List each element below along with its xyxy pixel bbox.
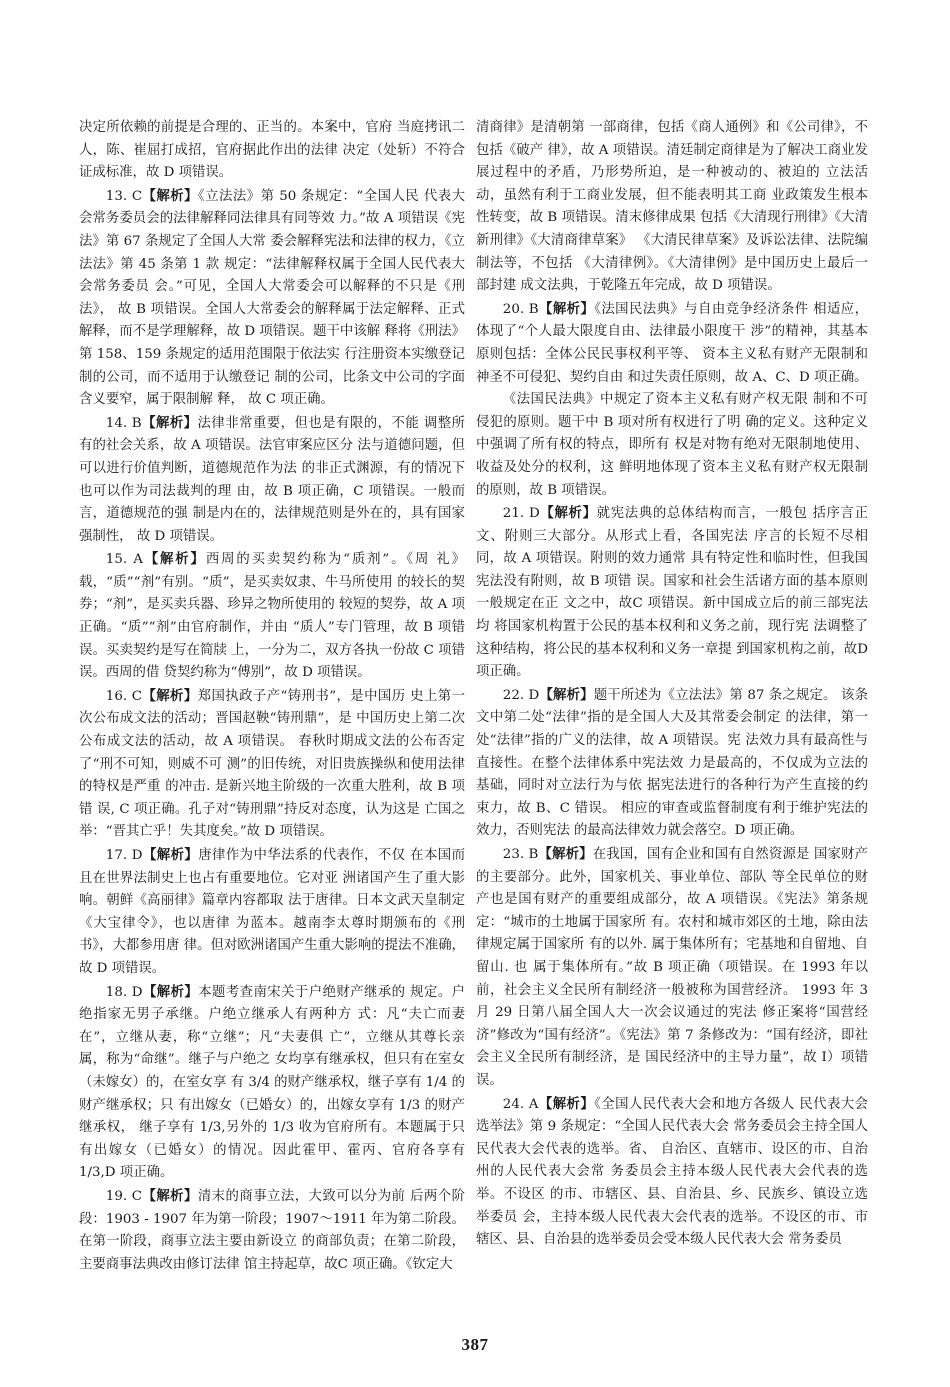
answer-item [79, 548, 465, 685]
analysis-tag: 【解析】 [142, 687, 198, 704]
answer-number: 20. B [502, 301, 539, 317]
answer-text: 《立法法》第 50 条规定：“全国人民 代表大会常务委员会的法律解释同法律具有同等效 力。”故 A 项错误《宪法》第 67 条规定了全国人大常 委会解释宪法和法律的权力，《立法法》第 45 条第 1 款 规定：“法律解释权属于全国人民代表大会常务委员 会。”可见，全国人大常委会可以解释的不只是《刑法》， 故 B 项错误。全国人大常委会的解释属于法定解释、正式解释，而不是学理解释，故 D 项错误。题干中该解 释将《刑法》第 158、159 条规定的适用范围限于依法实 行注册资本实缴登记制的公司，而不适用于认缴登记 制的公司，比条文中公司的字面含义要窄，属于限制解 释， 故 C 项正确。 [79, 188, 466, 408]
answer-text: 《全国人民代表大会和地方各级人 民代表大会选举法》第 9 条规定：“全国人民代表大会 常务委员会主持全国人民代表大会代表的选举。省、 自治区、直辖市、设区的市、自治州的人民代表大会常 务委员会主持本级人民代表大会代表的选举。不设区 的市、市辖区、县、自治县、乡、民族乡、镇设立选举委员 会，主持本级人民代表大会代表的选举。不设区的市、市辖区、县、自治县的选举委员会受本级人民代表大会 常务委员 [476, 1096, 868, 1248]
continued-paragraph: 清商律》是清朝第 一部商律，包括《商人通例》和《公司律》，不包括《破产 律》，故 A 项错误。清廷制定商律是为了解决工商业发 展过程中的矛盾，乃形势所迫，是一种被动的、被迫的 立法活动，虽然有利于工商业发展，但不能表明其工商 业政策发生根本性转变，故 B 项错误。清末修律成果 包括《大清现行刑律》《大清新刑律》《大清商律草案》 《大清民律草案》及诉讼法律、法院编制法等，不包括 《大清律例》。《大清律例》是中国历史上最后一部封建 成文法典，于乾隆五年完成，故 D 项错误。 [476, 120, 868, 294]
answer-text: 在我国，国有企业和国有自然资源是 国家财产的主要部分。此外，国家机关、事业单位、部队 等全民单位的财产也是国有财产的重要组成部分，故 A 项错误。《宪法》第条规定：“城市的土地属于国家所 有。农村和城市郊区的土地，除由法律规定属于国家所 有的以外. 属于集体所有；宅基地和自留地、自留山. 也 属于集体所有。”故 B 项正确（项错误。在 1993 年以 前，社会主义全民所有制经济一般被称为国营经济。 1993 年 3 月 29 日第八届全国人大一次会议通过的宪法 修正案将“国营经济”修改为“国有经济”。《宪法》第 7 条修改为：“国有经济，即社会主义全民所有制经济，是 国民经济中的主导力量”，故 I）项错误。 [476, 847, 868, 1088]
answer-number: 22. D [502, 687, 540, 703]
answer-text: 清末的商事立法，大致可以分为前 后两个阶段：1903 - 1907 年为第一阶段；1907～1911 年为第二阶段。在第一阶段，商事立法主要由新设立 的商部负责；在第二阶段，主要商事法典改由修订法律 馆主持起草，故C 项正确。《钦定大 [79, 1188, 465, 1272]
answer-item [476, 843, 868, 1093]
answer-item [79, 685, 465, 844]
analysis-tag: 【解析】 [142, 551, 206, 568]
analysis-tag: 【解析】 [142, 847, 199, 863]
answer-text: 西周的买卖契约称为“质剂”。《周 礼》载，“质”“剂”有别。“质”，是买卖奴隶、牛马所使用 的较长的契券；“剂”，是买卖兵器、珍异之物所使用的 较短的契券，故 A 项正确。“质”“剂”由官府制作，并由 “质人”专门管理，故 B 项错误。买卖契约是写在简牍 上，一分为二，双方各执一份故 C 项错误。西周的借 贷契约称为“傅别”，故 D 项错误。 [79, 552, 465, 681]
answer-number: 19. C [105, 1188, 143, 1204]
answer-text: 本题考查南宋关于户绝财产继承的 规定。户绝指家无男子承继。户绝立继承人有两种方 式：凡“夫亡而妻在”，立继从妻，称“立继”；凡“夫妻俱 亡”，立继从其尊长亲属，称为“命继”。继子与户绝之 女均享有继承权，但只有在室女（未嫁女）的，在室女享 有 3/4 的财产继承权，继子享有 1/4 的财产继承权；只 有出嫁女（已婚女）的，出嫁女享有 1/3 的财产继承权， 继子享有 1/3,另外的 1/3 收为官府所有。本题属于只 有出嫁女（已婚女）的情况。因此霍甲、霍丙、官府各享有 1/3,D 项正确。 [79, 984, 465, 1181]
right-column [476, 117, 868, 1252]
answer-item [79, 981, 465, 1185]
answer-item [476, 684, 868, 843]
paragraph: 《法国民法典》中规定了资本主义私有财产权无限 制和不可侵犯的原则。题干中 B 项对所有权进行了明 确的定义。这种定义中强调了所有权的特点，即所有 权是对物有绝对无限制地使用、收益及处分的权利，这 鲜明地体现了资本主义私有财产权无限制的原则，故 B 项错误。 [476, 392, 868, 498]
answer-text: 唐律作为中华法系的代表作，不仅 在本国而且在世界法制史上也占有重要地位。它对亚 洲诸国产生了重大影响。朝鲜《高丽律》篇章内容都取 法于唐律。日本文武天皇制定《大宝律令》，也以唐律 为蓝本。越南李太尊时期颁布的《刑书》，大都参用唐 律。但对欧洲诸国产生重大影响的提法不准确，故 D 项错误。 [79, 848, 465, 976]
answer-text: 法律非常重要，但也是有限的，不能 调整所有的社会关系，故 A 项错误。法官审案应区分 法与道德问题，但可以进行价值判断，道德规范作为法 的非正式渊源，有的情况下也可以作为司法裁判的理 由，故 B 项正确，C 项错误。一般而言，道德规范的强 制是内在的，法律规范则是外在的，具有国家强制性， 故 D 项错误。 [79, 415, 465, 544]
answer-text: 《法国民法典》与自由竞争经济条件 相适应，体现了“个人最大限度自由、法律最小限度干 涉”的精神，其基本原则包括：全体公民民事权利平等、 资本主义私有财产无限制和神圣不可侵犯、契约自由 和过失责任原则，故 A、C、D 项正确。 [476, 301, 868, 385]
analysis-tag: 【解析】 [142, 187, 198, 204]
analysis-tag: 【解析】 [142, 1187, 198, 1204]
answer-item [476, 298, 868, 389]
answer-number: 23. B [502, 847, 539, 862]
analysis-tag: 【解析】 [142, 983, 199, 1000]
answer-item [79, 1185, 465, 1276]
answer-number: 14. B [105, 415, 142, 431]
left-column [79, 117, 465, 1276]
analysis-tag: 【解析】 [539, 505, 597, 522]
answer-text: 就宪法典的总体结构而言，一般包 括序言正文、附则三大部分。从形式上看，各国宪法 序言的长短不尽相同，故 A 项错误。附则的效力通常 具有特定性和临时性，但我国宪法没有附则，故 B 项错 误。国家和社会生活诸方面的基本原则一般规定在正 文之中，故C 项错误。新中国成立后的前三部宪法均 将国家机构置于公民的基本权利和义务之前，现行宪 法调整了这种结构，将公民的基本权利和义务一章提 到国家机构之前，故D 项正确。 [476, 506, 869, 680]
answer-item [79, 844, 465, 981]
answer-number: 17. D [105, 848, 143, 863]
answer-number: 15. A [105, 552, 143, 568]
page-number: 387 [461, 1335, 489, 1354]
answer-item [79, 185, 465, 412]
answer-item [79, 412, 465, 549]
answer-number: 13. C [105, 188, 143, 204]
continued-paragraph: 决定所依赖的前提是合理的、正当的。本案中，官府 当庭拷讯二人，陈、崔屈打成招，官府据此作出的法律 决定（处斩）不符合证成标准，故 D 项错误。 [79, 120, 465, 181]
analysis-tag: 【解析】 [538, 300, 595, 317]
analysis-tag: 【解析】 [538, 1095, 595, 1112]
answer-text: 题干所述为《立法法》第 87 条之规定。 该条文中第二处“法律”指的是全国人大及其常委会制定 的法律，第一处“法律”指的广义的法律，故 A 项错误。宪 法效力具有最高性与直接性。在整个法律体系中宪法效 力是最高的，不仅成为立法的基础，同时对立法行为与依 据宪法进行的各种行为产生直接的约束力，故 B、C 错误。 相应的审查或监督制度有利于维护宪法的效力，否则宪法 的最高法律效力就会落空。D 项正确。 [476, 687, 869, 839]
analysis-tag: 【解析】 [538, 846, 593, 862]
answer-text: 郑国执政子产“铸刑书”，是中国历 史上第一次公布成文法的活动；晋国赵鞅“铸刑鼎”，是 中国历史上第二次公布成文法的活动，故 A 项错误。 春秋时期成文法的公布否定了“刑不可知，则威不可 测”的旧传统，对旧贵族操纵和使用法律的特权是严重 的冲击. 是新兴地主阶级的一次重大胜利，故 B 项错 误, C 项正确。孔子对“铸刑鼎”持反对态度，认为这是 亡国之举：“晋其亡乎！失其度矣。”故 D 项错误。 [79, 688, 465, 840]
answer-item [476, 1093, 868, 1252]
answer-item [476, 502, 868, 684]
analysis-tag: 【解析】 [141, 414, 198, 431]
analysis-tag: 【解析】 [539, 686, 594, 703]
answer-number: 21. D [502, 506, 540, 522]
answer-number: 16. C [105, 688, 143, 704]
answer-number: 18. D [105, 984, 143, 1000]
answer-number: 24. A [502, 1096, 539, 1112]
